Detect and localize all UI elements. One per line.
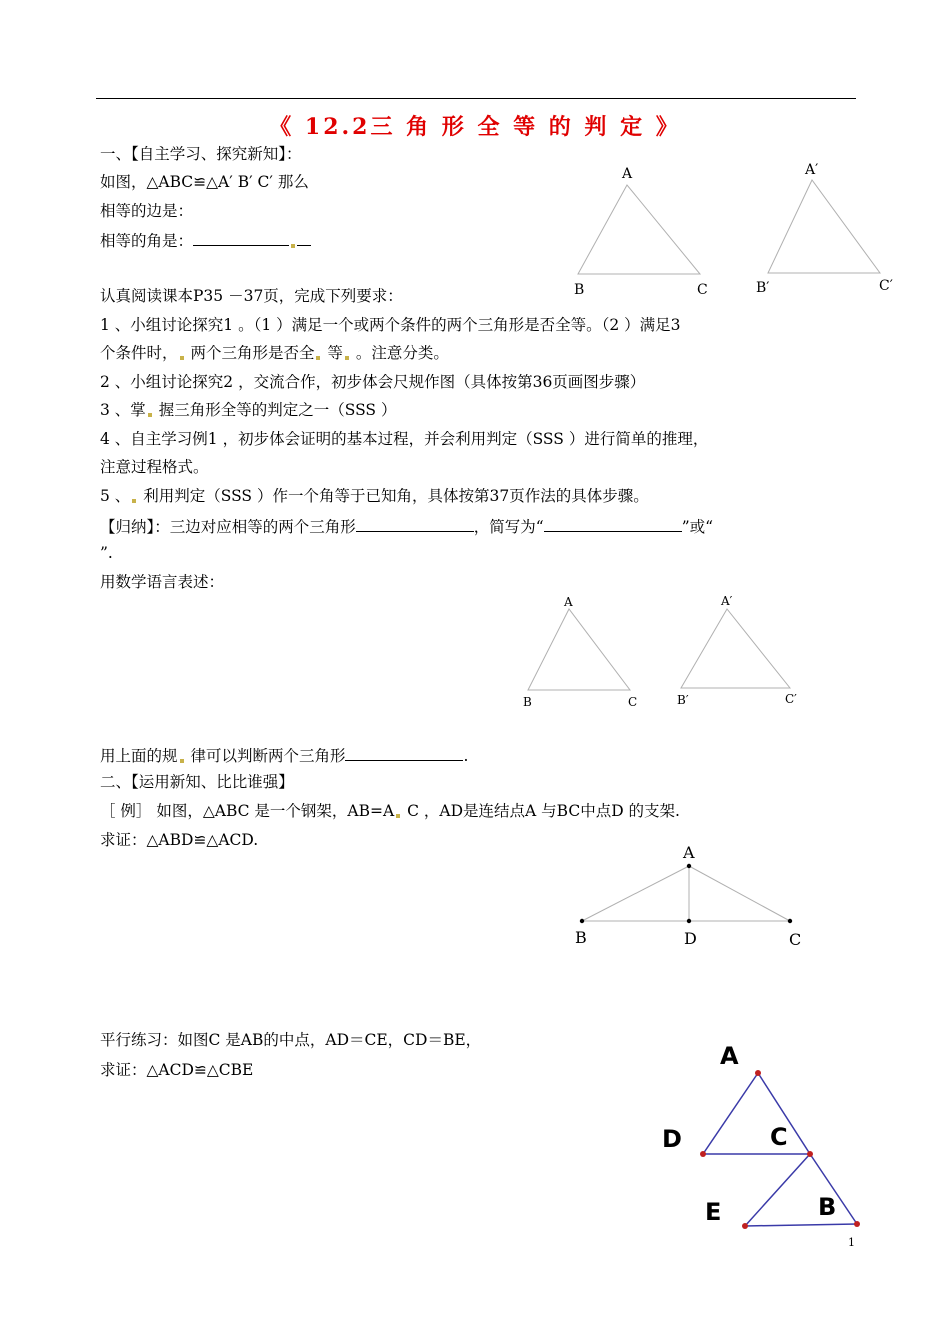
answer-blank[interactable] (297, 229, 311, 246)
mark-dot (132, 499, 136, 503)
vertex-label-c: C (628, 695, 638, 709)
vertex-label-a: A (622, 166, 633, 182)
vertex-label-b: B (574, 282, 585, 298)
item1-part1: 个条件时， (100, 344, 178, 362)
vertex-label-c: C (697, 282, 708, 298)
label-b: B (575, 928, 587, 947)
point-b (580, 919, 584, 923)
math-language-label: 用数学语言表述： (100, 573, 225, 591)
vertex-label-a-prime: A′ (721, 594, 733, 608)
item1-part3: 等 (327, 344, 343, 362)
mark-dot (291, 244, 295, 248)
mark-dot (396, 814, 400, 818)
item1-line1: 1 、小组讨论探究1 。（1 ）满足一个或两个条件的两个三角形是否全等。（2 ）满足3 (100, 316, 681, 334)
point-a (687, 864, 691, 868)
label-a: A (683, 843, 695, 862)
mark-dot (148, 413, 152, 417)
page-number: 1 (848, 1236, 855, 1249)
steel-frame-figure (575, 843, 801, 949)
item5-line (100, 486, 649, 506)
point-c (788, 919, 792, 923)
point-a (755, 1070, 761, 1076)
item3-part1: 3 、掌 (100, 401, 146, 419)
vertex-label-a-prime: A′ (805, 162, 819, 178)
item1-part4: 。注意分类。 (355, 344, 449, 362)
equal-angles-line (100, 229, 311, 251)
item3-part2: 握三角形全等的判定之一（SSS ） (158, 401, 397, 419)
mark-dot (345, 356, 349, 360)
summary-part3: ”或“ (681, 518, 714, 536)
label-d: D (684, 929, 697, 948)
vertex-label-b-prime: B′ (756, 280, 770, 296)
point-c (807, 1151, 813, 1157)
judge-part3: . (463, 747, 469, 765)
judge-part2: 律可以判断两个三角形 (190, 747, 346, 765)
vertex-label-b: B (523, 695, 532, 709)
mark-dot (180, 356, 184, 360)
vertex-label-b-prime: B′ (677, 693, 689, 707)
point-d (700, 1151, 706, 1157)
answer-blank[interactable] (345, 744, 463, 761)
item1-line2 (100, 343, 449, 363)
label-a: A (720, 1042, 739, 1070)
triangle-a1b1c1-2 (681, 609, 790, 688)
answer-blank[interactable] (193, 229, 289, 246)
judge-line (100, 744, 468, 766)
practice-text: 平行练习：如图C 是AB的中点，AD＝CE，CD＝BE， (100, 1031, 482, 1049)
section1-heading: 一、【自主学习、探究新知】： (100, 145, 302, 163)
point-e (742, 1223, 748, 1229)
label-e: E (705, 1198, 722, 1226)
item4-line2: 注意过程格式。 (100, 458, 209, 476)
answer-blank[interactable] (356, 515, 474, 532)
judge-part1: 用上面的规 (100, 747, 178, 765)
example-part2: C ，AD是连结点A 与BC中点D 的支架. (407, 802, 680, 820)
item1-part2: 两个三角形是否全 (190, 344, 315, 362)
mark-dot (180, 759, 184, 763)
item5-part2: 利用判定（SSS ）作一个角等于已知角，具体按第37页作法的具体步骤。 (143, 487, 649, 505)
intro-text: 如图，△ABC≌△A′ B′ C′ 那么 (100, 173, 309, 191)
example-line (100, 801, 680, 821)
reading-text: 认真阅读课本P35 －37页，完成下列要求： (100, 287, 403, 305)
section2-heading: 二、【运用新知、比比谁强】 (100, 773, 294, 791)
vertex-label-c-prime: C′ (879, 278, 893, 294)
header-rule (96, 98, 856, 99)
prove-statement-2: 求证：△ACD≌△CBE (100, 1061, 254, 1079)
summary-part1: 【归纳】：三边对应相等的两个三角形 (100, 518, 356, 536)
point-d (687, 919, 691, 923)
equal-sides-label: 相等的边是： (100, 202, 194, 220)
answer-blank[interactable] (544, 515, 682, 532)
example-part1: ［ 例］ 如图，△ABC 是一个钢架，AB=A (100, 802, 395, 820)
label-d: D (662, 1125, 682, 1153)
vertex-label-c-prime: C′ (785, 692, 797, 706)
triangle-a1b1c1 (768, 180, 880, 273)
item3-line (100, 400, 396, 420)
mark-dot (316, 356, 320, 360)
summary-part2: ，简写为“ (473, 518, 544, 536)
triangle-abc (578, 185, 700, 274)
prove-statement-1: 求证：△ABD≌△ACD. (100, 831, 259, 849)
point-b (854, 1221, 860, 1227)
label-b: B (818, 1193, 837, 1221)
item4-line1: 4 、自主学习例1 ，初步体会证明的基本过程，并会利用判定（SSS ）进行简单的推理， (100, 430, 709, 448)
item5-part1: 5 、 (100, 487, 131, 505)
label-c: C (770, 1123, 788, 1151)
vertex-label-a: A (564, 595, 573, 609)
label-c: C (789, 930, 802, 949)
triangle-abc-2 (528, 609, 630, 690)
page-title: 《 12.2三 角 形 全 等 的 判 定 》 (269, 114, 681, 140)
summary-line (100, 515, 713, 537)
summary-end: ”. (100, 544, 113, 562)
item2-text: 2 、小组讨论探究2 ，交流合作，初步体会尺规作图（具体按第36页画图步骤） (100, 373, 646, 391)
equal-angles-label: 相等的角是： (100, 232, 194, 250)
